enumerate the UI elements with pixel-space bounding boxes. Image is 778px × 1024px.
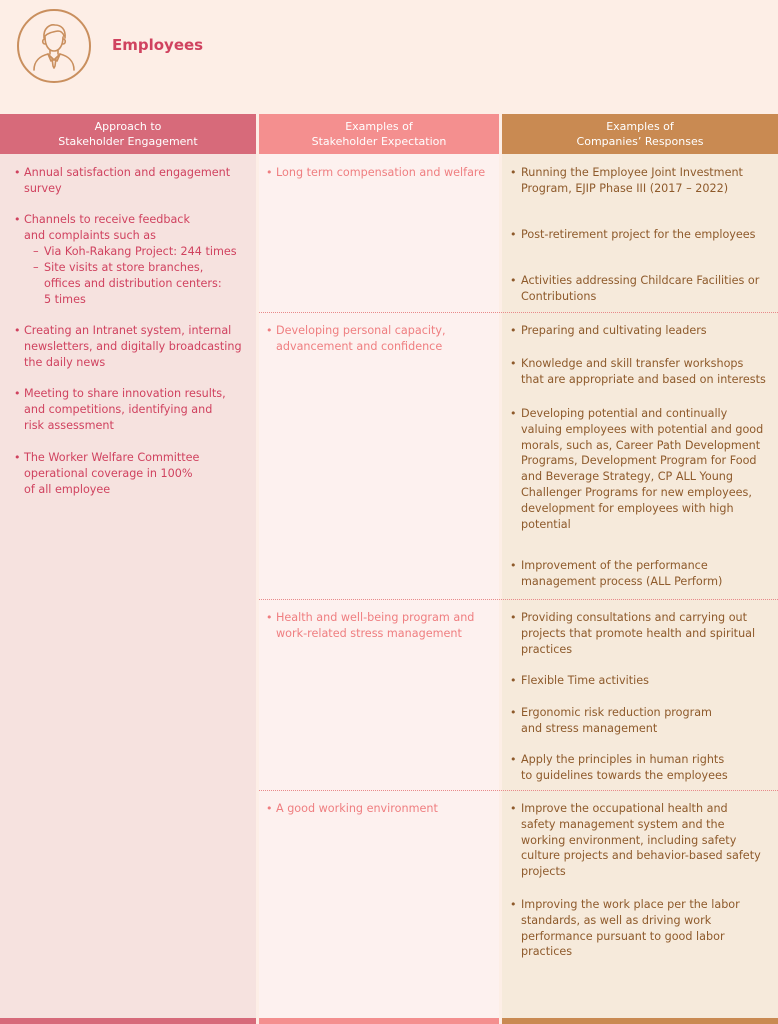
- bullet: •: [510, 166, 517, 179]
- bullet: •: [14, 387, 21, 400]
- responses-header-line2: Companies’ Responses: [576, 135, 704, 148]
- bullet: •: [14, 451, 21, 464]
- response-item: Developing potential and continually valuing employees with potential and good morals, such as, Career Path Development Programs, Development Program for Food and Beverage Strategy, CP ALL Young Challenger Programs for new employees, development for employees with high potential: [521, 407, 764, 531]
- responses-bottom-bar: [502, 1018, 778, 1024]
- bullet: •: [510, 228, 517, 241]
- bullet: •: [266, 611, 273, 624]
- page-header: [0, 0, 778, 114]
- approach-subitem: Via Koh-Rakang Project: 244 times: [44, 245, 237, 258]
- response-item: Flexible Time activities: [521, 674, 649, 687]
- responses-header-line1: Examples of: [606, 120, 674, 133]
- bullet: •: [510, 753, 517, 766]
- approach-header-line1: Approach to: [94, 120, 162, 133]
- approach-subitem: –: [33, 245, 39, 258]
- bullet: •: [510, 357, 517, 370]
- row-divider: [259, 790, 778, 791]
- bullet: •: [266, 324, 273, 337]
- bullet: •: [266, 802, 273, 815]
- approach-header-line2: Stakeholder Engagement: [58, 135, 198, 148]
- bullet: •: [510, 559, 517, 572]
- bullet: •: [510, 274, 517, 287]
- response-item: Improve the occupational health and safety management system and the working environment, including safety culture projects and behavior-based safety projects: [521, 802, 761, 879]
- page-title: Employees: [112, 36, 204, 54]
- responses-header: [502, 114, 778, 154]
- approach-bottom-bar: [0, 1018, 256, 1024]
- response-item: Apply the principles in human rights to guidelines towards the employees: [521, 753, 728, 782]
- response-item: Ergonomic risk reduction program and stress management: [521, 706, 712, 735]
- row-divider: [259, 312, 778, 313]
- response-item: Post-retirement project for the employees: [521, 228, 756, 241]
- bullet: •: [510, 802, 517, 815]
- response-item: Knowledge and skill transfer workshops that are appropriate and based on interests: [521, 357, 766, 386]
- approach-item: Channels to receive feedback and complaints such as: [24, 213, 190, 242]
- response-item: Preparing and cultivating leaders: [521, 324, 707, 337]
- expectation-item: Developing personal capacity, advancement and confidence: [276, 324, 446, 353]
- expectation-header: [259, 114, 499, 154]
- bullet: •: [510, 674, 517, 687]
- bullet: •: [266, 166, 273, 179]
- expectation-header-line2: Stakeholder Expectation: [311, 135, 447, 148]
- response-item: Activities addressing Childcare Facilities or Contributions: [521, 274, 760, 303]
- bullet: •: [510, 706, 517, 719]
- expectation-header-line1: Examples of: [345, 120, 413, 133]
- approach-item: Annual satisfaction and engagement survey: [24, 166, 231, 195]
- bullet: •: [14, 166, 21, 179]
- bullet: •: [510, 407, 517, 420]
- approach-item: Meeting to share innovation results, and competitions, identifying and risk assessment: [24, 387, 226, 432]
- approach-header: [0, 114, 256, 154]
- expectation-item: A good working environment: [276, 802, 438, 815]
- response-item: Improvement of the performance management process (ALL Perform): [521, 559, 723, 588]
- response-item: Providing consultations and carrying out projects that promote health and spiritual practices: [521, 611, 756, 656]
- approach-subitem: Site visits at store branches, offices and distribution centers: 5 times: [44, 261, 222, 306]
- bullet: •: [14, 324, 21, 337]
- bullet: •: [510, 611, 517, 624]
- bullet: •: [14, 213, 21, 226]
- expectation-bottom-bar: [259, 1018, 499, 1024]
- response-item: Running the Employee Joint Investment Program, EJIP Phase III (2017 – 2022): [521, 166, 743, 195]
- bullet: •: [510, 324, 517, 337]
- approach-item: The Worker Welfare Committee operational coverage in 100% of all employee: [24, 451, 200, 496]
- expectation-item: Health and well-being program and work-related stress management: [276, 611, 475, 640]
- response-item: Improving the work place per the labor standards, as well as driving work performance pursuant to good labor practices: [521, 898, 740, 959]
- row-divider: [259, 599, 778, 600]
- bullet: •: [510, 898, 517, 911]
- expectation-column: [259, 114, 499, 1024]
- employee-icon: [17, 9, 91, 83]
- approach-item: Creating an Intranet system, internal newsletters, and digitally broadcasting the daily news: [24, 324, 242, 369]
- approach-subitem: –: [33, 261, 39, 274]
- expectation-item: Long term compensation and welfare: [276, 166, 486, 179]
